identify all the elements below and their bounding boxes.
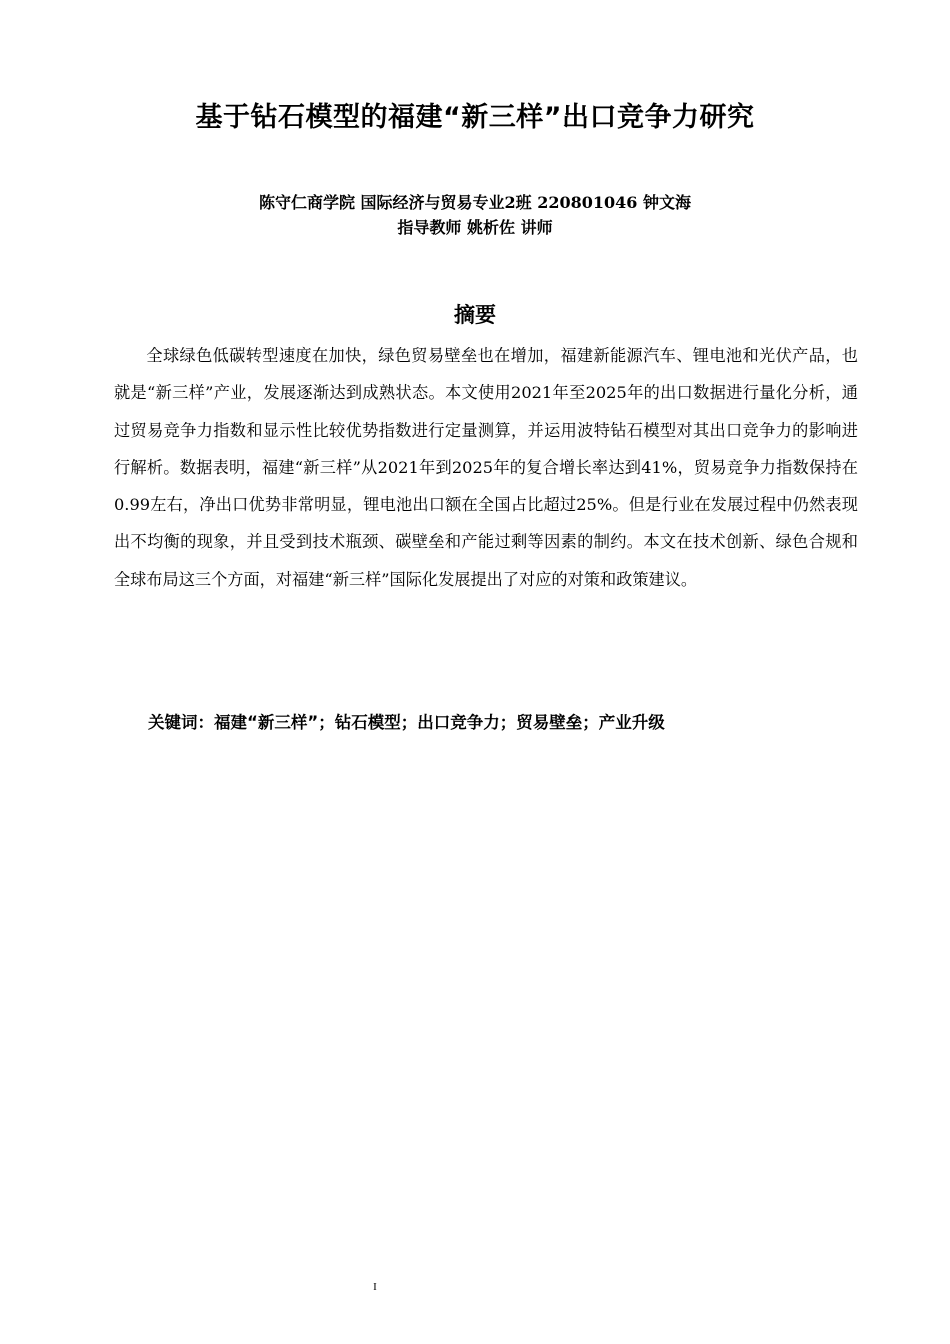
author-info: 陈守仁商学院 国际经济与贸易专业2班 220801046 钟文海	[258, 193, 692, 212]
keywords: 关键词：福建“新三样”；钻石模型；出口竞争力；贸易壁垒；产业升级	[148, 713, 665, 732]
advisor-info: 指导教师 姚析佐 讲师	[397, 218, 553, 237]
paper-title: 基于钻石模型的福建“新三样”出口竞争力研究	[195, 102, 755, 133]
abstract-body: 全球绿色低碳转型速度在加快，绿色贸易壁垒也在增加，福建新能源汽车、锂电池和光伏产品，也就是“新三样”产业，发展逐渐达到成熟状态。本文使用2021年至2025年的出口数据进行量化分析，通过贸易竞争力指数和显示性比较优势指数进行定量测算，并运用波特钻石模型对其出口竞争力的影响进行解析。数据表明，福建“新三样”从2021年到2025年的复合增长率达到41%，贸易竞争力指数保持在0.99左右，净出口优势非常明显，锂电池出口额在全国占比超过25%。但是行业在发展过程中仍然表现出不均衡的现象，并且受到技术瓶颈、碳壁垒和产能过剩等因素的制约。本文在技术创新、绿色合规和全球布局这三个方面，对福建“新三样”国际化发展提出了对应的对策和政策建议。	[114, 346, 858, 589]
page-number: I	[373, 1281, 377, 1293]
abstract-heading: 摘要	[454, 303, 496, 327]
